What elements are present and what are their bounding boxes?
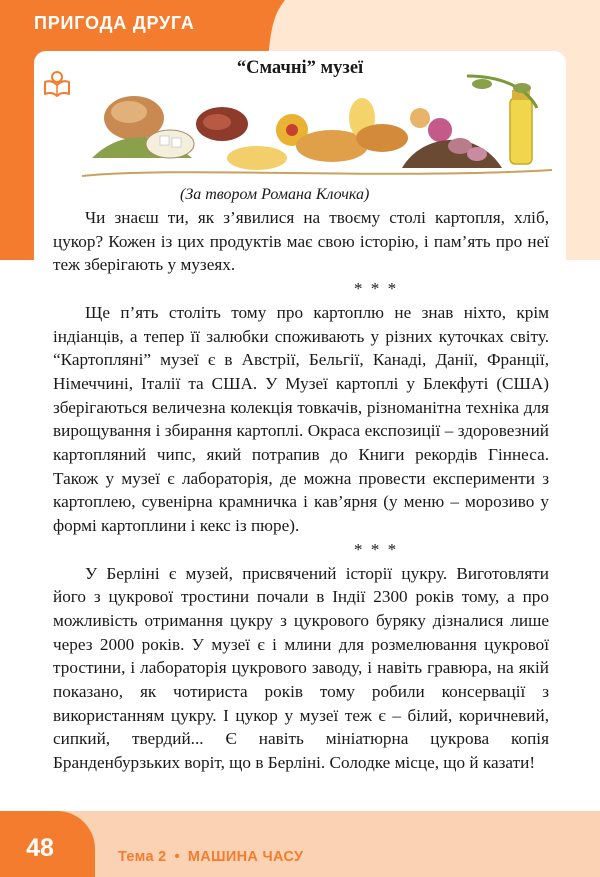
paragraph: Чи знаєш ти, як з’явилися на твоєму столі картопля, хліб, цукор? Кожен із цих продуктів має свою історію, і пам’ять про неї теж зберігають у музеях. <box>53 208 549 275</box>
footer-topic <box>118 849 303 865</box>
paragraph: Ще п’ять століть тому про картоплю не знав ніхто, крім індіанців, а тепер її залюбки споживають у різних куточках світу. “Картопляні” музеї є в Австрії, Бельгії, Канаді, Данії, Франції, Німеччині, Італії та США. У Музеї картоплі у Блекфуті (США) зберігаються величезна колекція товкачів, різноманітна техніка для вирощування і збирання картоплі. Окраса експозиції – здоровезний картопляний чипс, який потрапив до Книги рекордів Гіннеса. Також у музеї є лабораторія, де можна провести експерименти з картоплею, сувенірна крамничка і кав’ярня (у меню – морозиво у формі картоплини і кекс із пюре). <box>53 302 549 536</box>
reading-icon <box>42 67 72 97</box>
story-title: “Смачні” музеї <box>236 58 364 78</box>
section-separator: * * * <box>353 279 399 299</box>
topic-label: Тема 2 <box>118 849 167 865</box>
section-title: ПРИГОДА ДРУГА <box>34 13 195 33</box>
topic-name: МАШИНА ЧАСУ <box>187 849 304 865</box>
section-separator: * * * <box>353 539 399 559</box>
story-text <box>53 206 549 775</box>
separator-dot: • <box>174 849 180 865</box>
attribution: (За твором Романа Клочка) <box>180 186 370 203</box>
paragraph: У Берліні є музей, присвячений історії цукру. Виготовляти його з цукрової тростини почали в Індії 2300 років тому, а про можливість отримання цукру з цукрового буряку дізналися лише через 2000 років. У музеї є і млини для розмелювання цукрової тростини, і лабораторія цукрового заводу, і навіть гравюра, на якій показано, як чотириста років тому робили консервації з використанням цукру. І цукор у музеї теж є – білий, коричневий, сипкий, твердий... Є навіть мініатюрна цукрова копія Бранденбурзьких воріт, що в Берліні. Солодке місце, що й казати! <box>53 563 549 773</box>
page-number: 48 <box>26 834 54 862</box>
